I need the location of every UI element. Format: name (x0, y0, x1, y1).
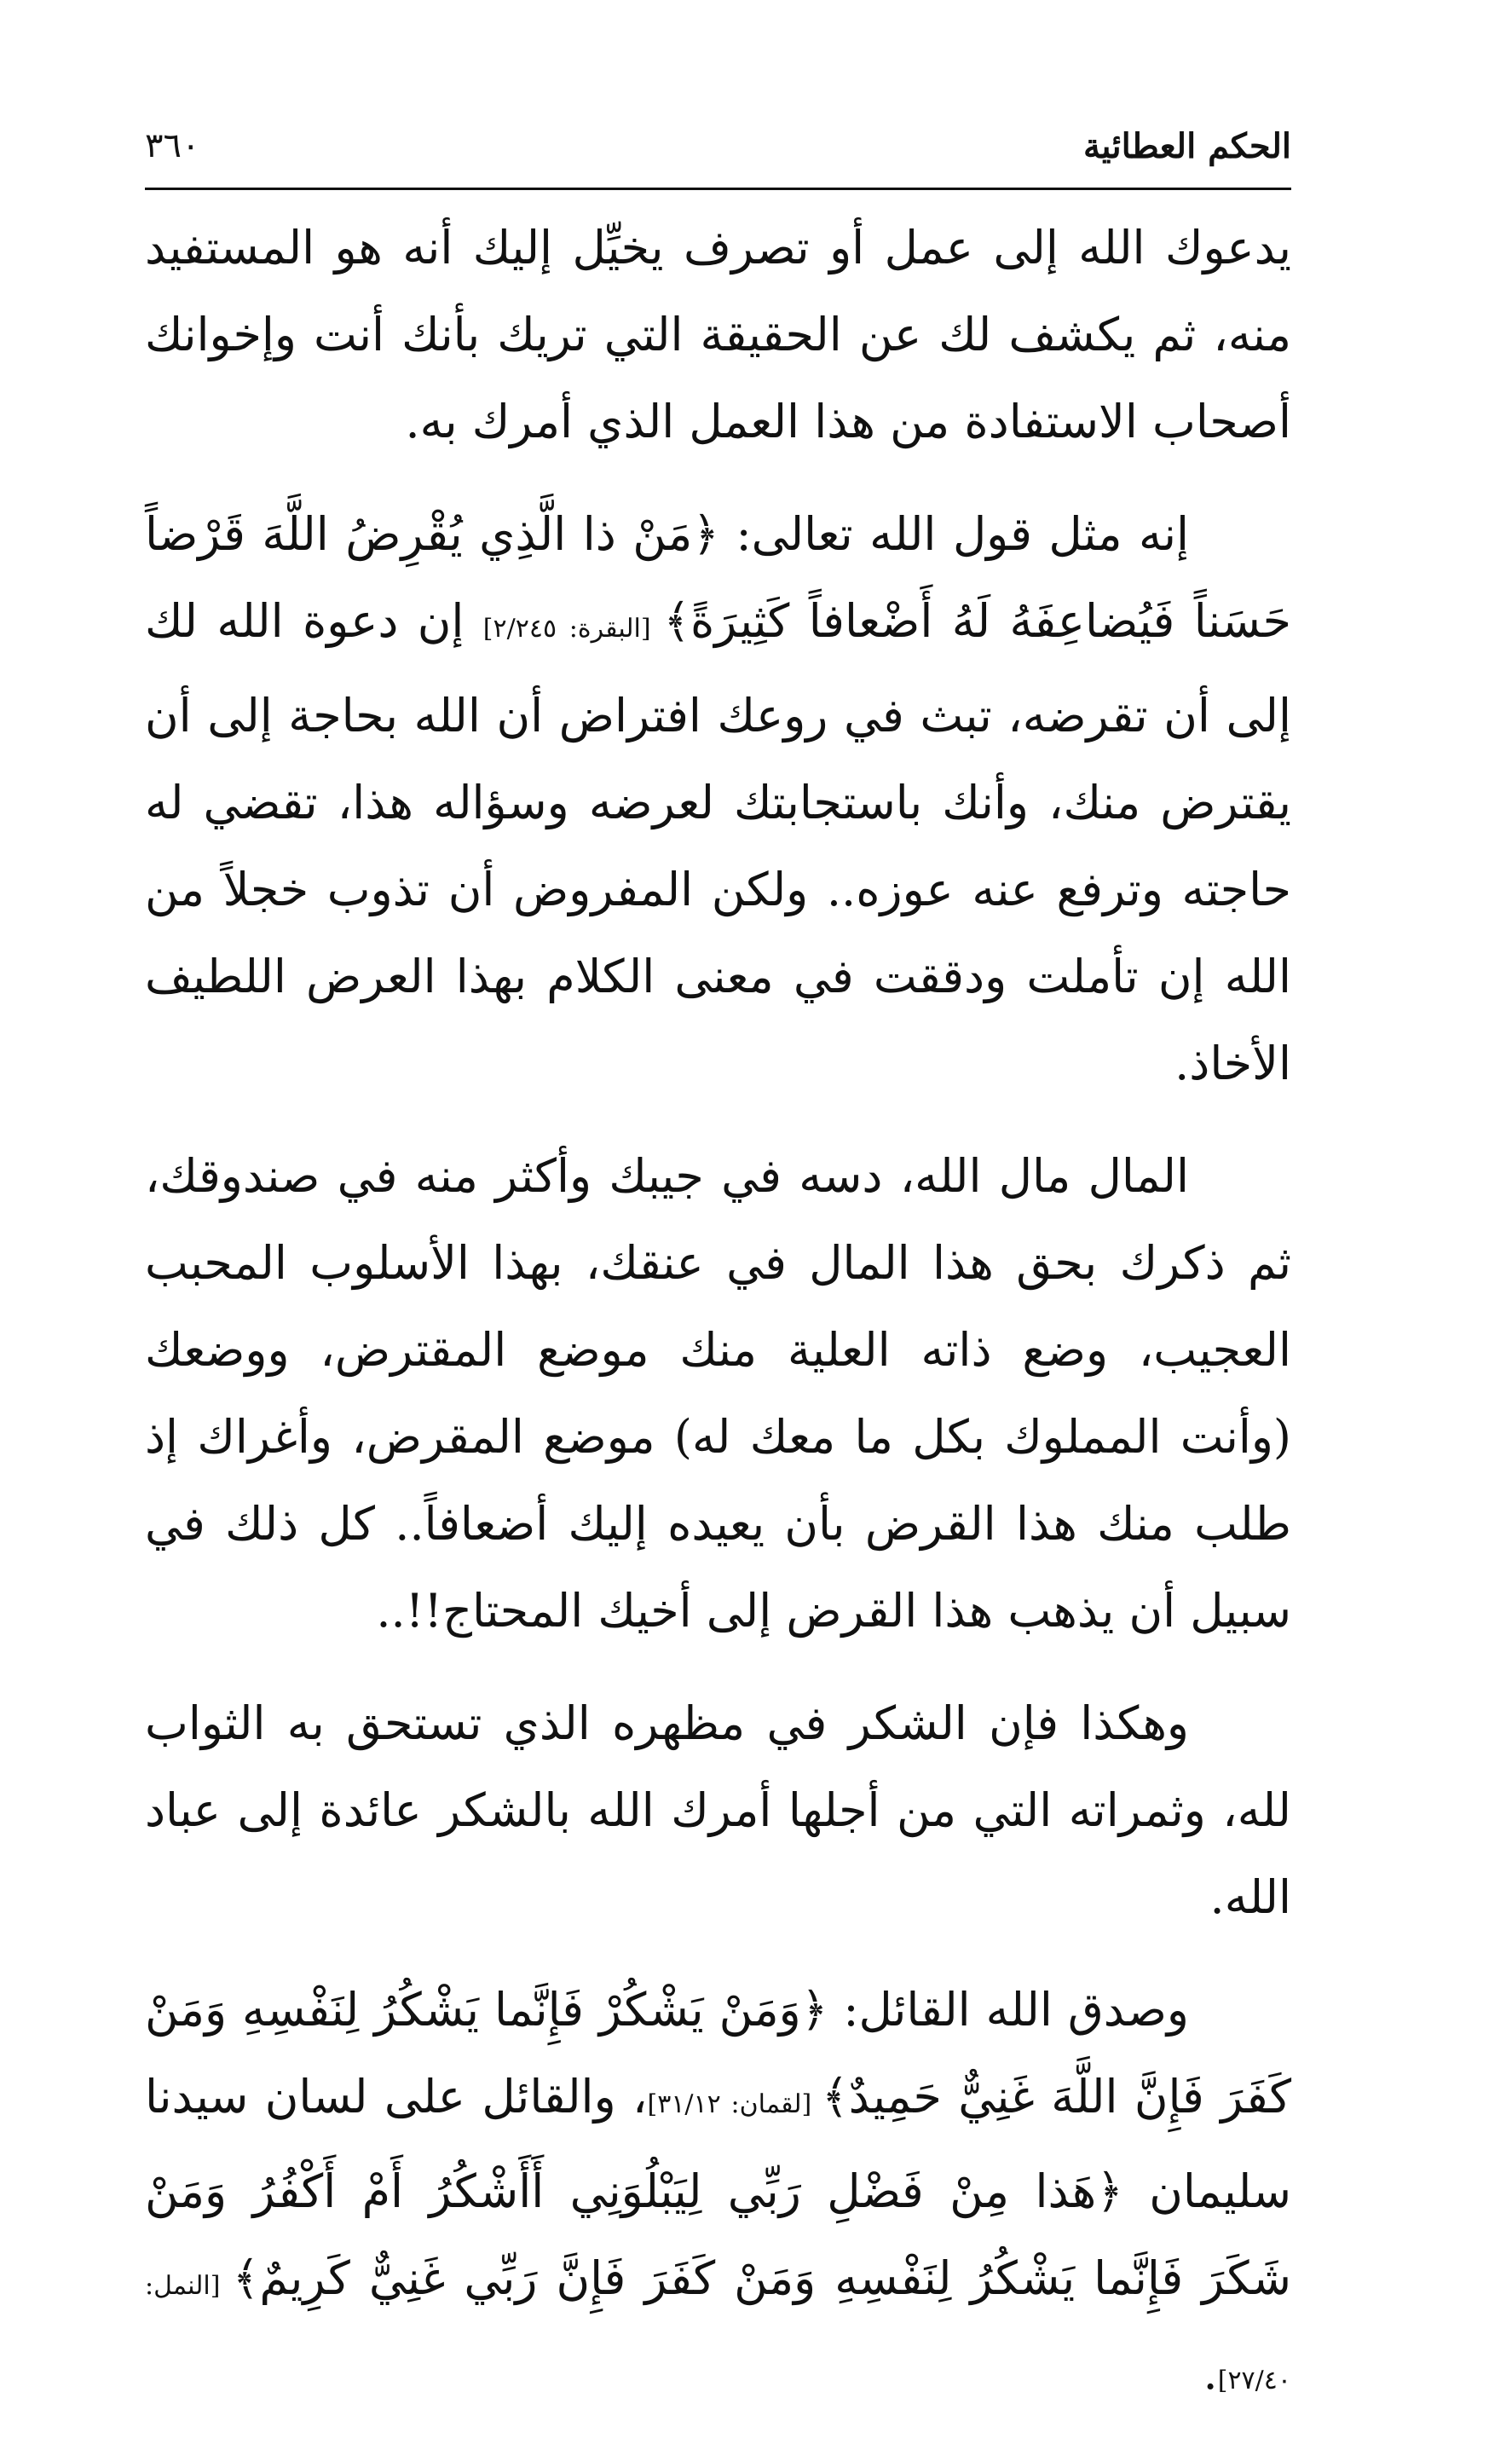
paragraph-1 (145, 205, 1291, 465)
book-title: الحكم العطائية (1082, 126, 1291, 166)
paragraph-text: المال مال الله، دسه في جيبك وأكثر منه في صندوقك، ثم ذكرك بحق هذا المال في عنقك، بهذا الأسلوب المحبب العجيب، وضع ذاته العلية منك موضع المقترض، ووضعك (وأنت المملوك بكل ما معك له) موضع المقرض، وأغراك إذ طلب منك هذا القرض بأن يعيده إليك أضعافاً.. كل ذلك في سبيل أن يذهب هذا القرض إلى أخيك المحتاج!!.. (145, 1149, 1292, 1638)
paragraph-text: ، والقائل على لسان سيدنا سليمان (145, 2070, 1291, 2218)
verse-reference: [لقمان: ٣١/١٢] (647, 2089, 822, 2119)
verse-reference: [البقرة: ٢/٢٤٥] (482, 614, 664, 644)
paragraph-5 (145, 1967, 1291, 2424)
verse-reference: [النمل: ٢٧/٤٠] (145, 2271, 1291, 2395)
paragraph-2 (145, 491, 1291, 1107)
paragraph-text: وهكذا فإن الشكر في مظهره الذي تستحق به الثواب لله، وثمراته التي من أجلها أمرك الله بالشكر عائدة إلى عباد الله. (145, 1696, 1291, 1924)
paragraph-3 (145, 1133, 1291, 1655)
running-header (145, 111, 1291, 190)
page-body (145, 205, 1291, 2450)
paragraph-text: إن دعوة الله لك إلى أن تقرضه، تبث في روعك افتراض أن الله بحاجة إلى أن يقترض منك، وأنك باستجابتك لعرضه وسؤاله هذا، تقضي له حاجته وترفع عنه عوزه.. ولكن المفروض أن تذوب خجلاً من الله إن تأملت ودققت في معنى الكلام بهذا العرض اللطيف الأخاذ. (145, 594, 1291, 1090)
quran-verse: ﴿وَمَنْ يَشْكُرْ فَإِنَّما يَشْكُرُ لِنَفْسِهِ وَمَنْ كَفَرَ فَإِنَّ اللَّهَ غَنِيٌّ حَمِيدٌ﴾ (145, 1983, 1292, 2124)
paragraph-text: وصدق الله القائل: (828, 1983, 1190, 2037)
quran-verse: ﴿هَذا مِنْ فَضْلِ رَبِّي لِيَبْلُوَنِي أَأَشْكُرُ أَمْ أَكْفُرُ وَمَنْ شَكَرَ فَإِنَّما يَشْكُرُ لِنَفْسِهِ وَمَنْ كَفَرَ فَإِنَّ رَبِّي غَنِيٌّ كَرِيمٌ﴾ (145, 2164, 1291, 2305)
page-number: ٣٦٠ (145, 126, 200, 165)
paragraph-text: . (1203, 2346, 1218, 2400)
paragraph-4 (145, 1680, 1291, 1941)
paragraph-text: إنه مثل قول الله تعالى: (718, 507, 1189, 561)
quran-verse: ﴿مَنْ ذا الَّذِي يُقْرِضُ اللَّهَ قَرْضاً حَسَناً فَيُضاعِفَهُ لَهُ أَضْعافاً كَثِيرَةً﴾ (145, 507, 1291, 648)
paragraph-text: يدعوك الله إلى عمل أو تصرف يخيِّل إليك أنه هو المستفيد منه، ثم يكشف لك عن الحقيقة التي تريك بأنك أنت وإخوانك أصحاب الاستفادة من هذا العمل الذي أمرك به. (145, 221, 1291, 448)
